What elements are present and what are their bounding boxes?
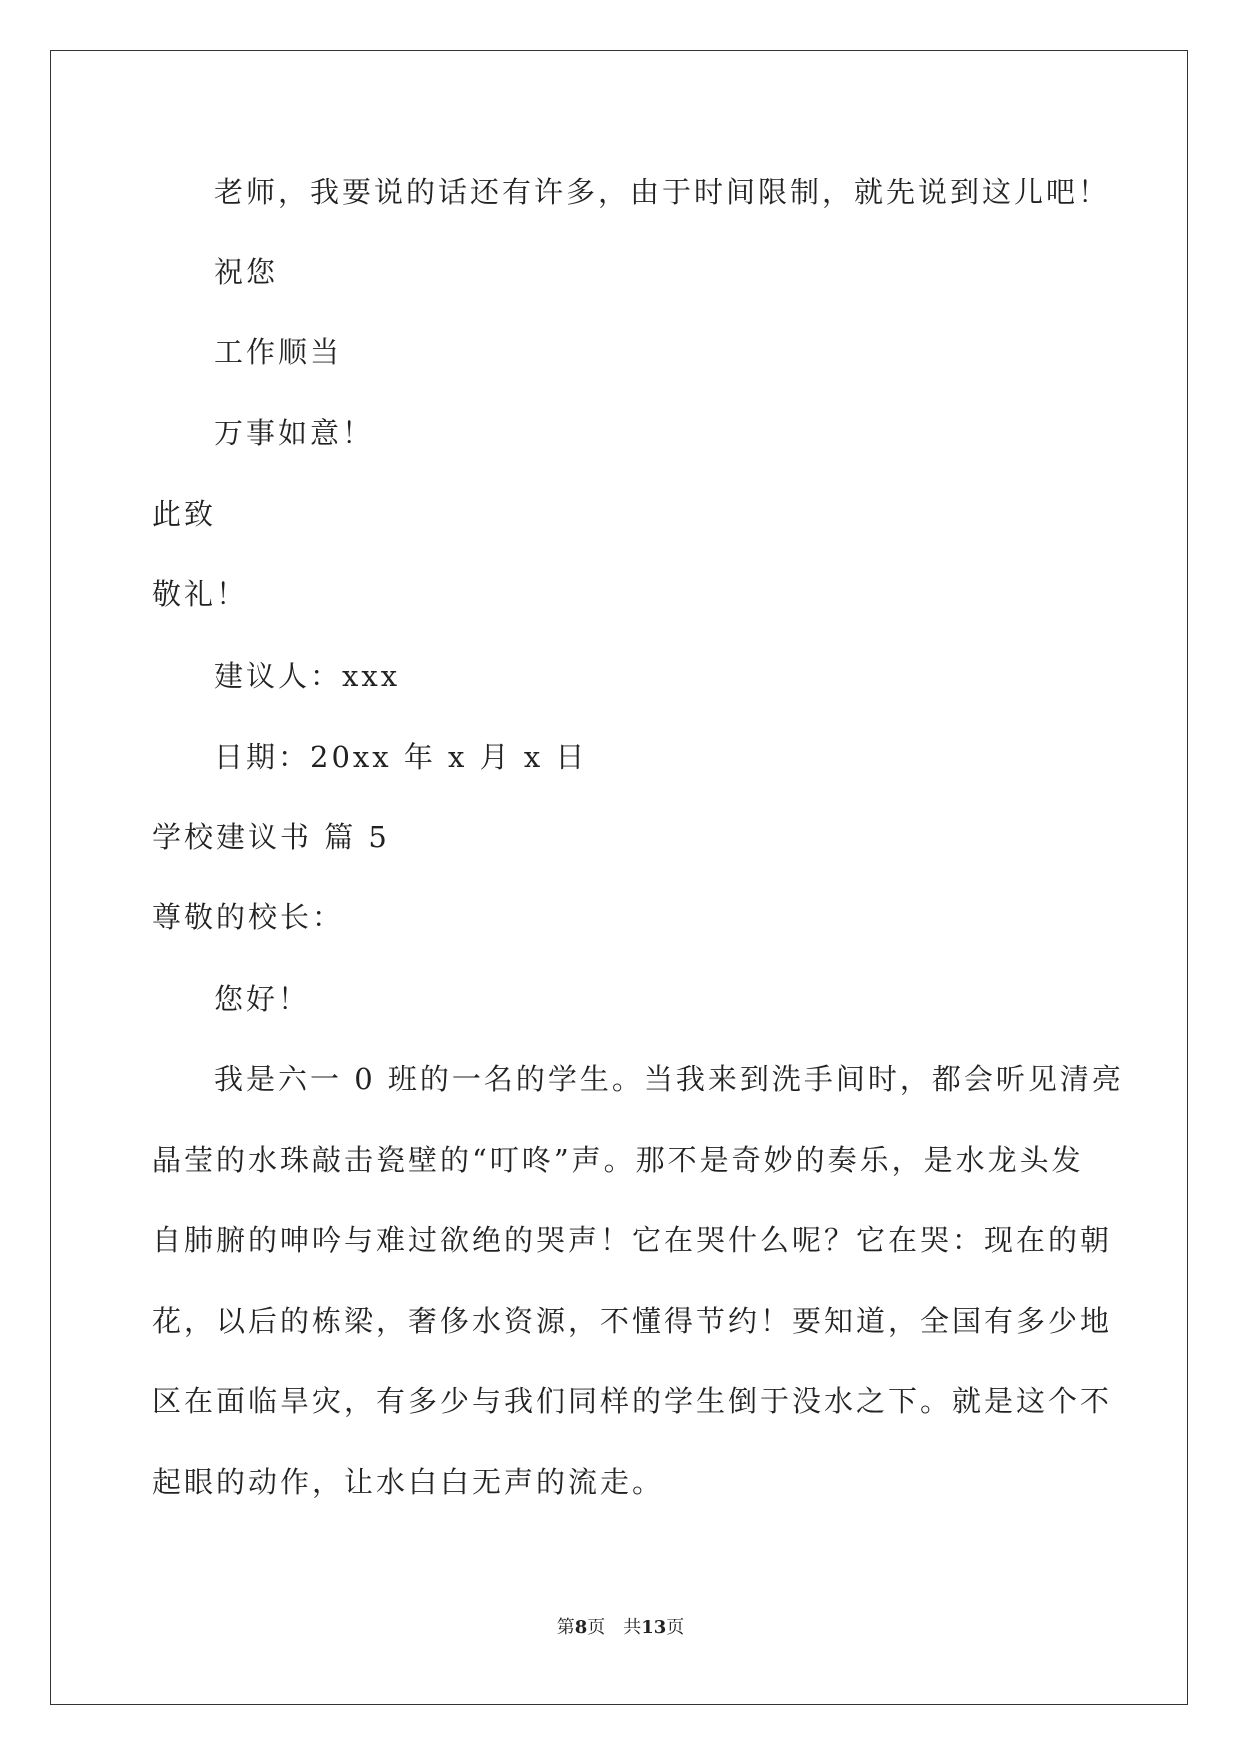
text-line: 老师，我要说的话还有许多，由于时间限制，就先说到这儿吧！ <box>214 175 1111 209</box>
paragraph-line: 区在面临旱灾，有多少与我们同样的学生倒于没水之下。就是这个不 <box>152 1384 1113 1418</box>
paragraph-line: 花，以后的栋梁，奢侈水资源，不懂得节约！要知道，全国有多少地 <box>152 1304 1113 1338</box>
section-heading: 学校建议书 篇 5 <box>152 820 390 854</box>
paragraph-line: 自肺腑的呻吟与难过欲绝的哭声！它在哭什么呢？它在哭：现在的朝 <box>152 1223 1113 1257</box>
paragraph-line: 我是六一 0 班的一名的学生。当我来到洗手间时，都会听见清亮 <box>214 1062 1124 1096</box>
text-line: 此致 <box>152 497 217 531</box>
footer-suffix: 页 <box>666 1617 685 1638</box>
greeting: 您好！ <box>214 982 311 1016</box>
text-line: 日期：20xx 年 x 月 x 日 <box>214 740 588 774</box>
text-line: 工作顺当 <box>214 335 343 369</box>
paragraph-line: 起眼的动作，让水白白无声的流走。 <box>152 1465 665 1499</box>
current-page-number: 8 <box>574 1617 588 1638</box>
text-line: 建议人：xxx <box>214 659 401 693</box>
text-line: 万事如意！ <box>214 416 375 450</box>
salutation: 尊敬的校长： <box>152 900 345 934</box>
page-border <box>50 50 1188 1705</box>
footer-mid: 页 共 <box>587 1617 642 1638</box>
paragraph-line: 晶莹的水珠敲击瓷壁的“叮咚”声。那不是奇妙的奏乐，是水龙头发 <box>152 1143 1084 1177</box>
page-footer <box>0 1617 1241 1639</box>
footer-prefix: 第 <box>556 1617 575 1638</box>
text-line: 敬礼！ <box>152 577 249 611</box>
text-line: 祝您 <box>214 255 279 289</box>
total-page-number: 13 <box>641 1617 667 1638</box>
